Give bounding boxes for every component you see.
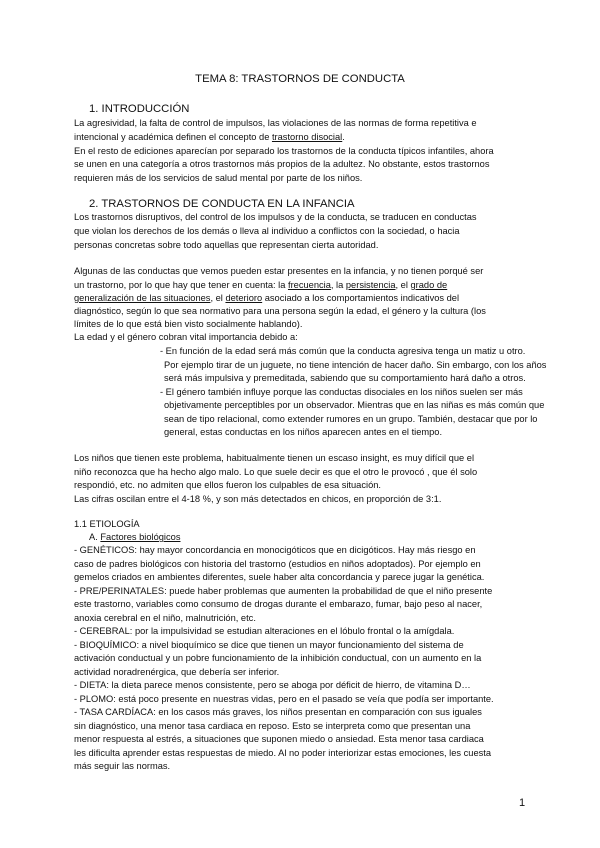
page-number: 1 — [519, 797, 526, 809]
underlined-term: trastorno disocial — [271, 132, 343, 142]
paragraph-line: les dificulta aprender estas respuestas de miedo. Al no poder interiorizar estas emociones, les cuesta — [74, 748, 492, 758]
bullet-line: objetivamente perceptibles por un observador. Mientras que en las niñas es más común que — [164, 400, 545, 410]
paragraph-line: La agresividad, la falta de control de impulsos, las violaciones de las normas de forma repetitiva e — [74, 118, 477, 128]
paragraph-line: menor respuesta al estrés, a situaciones que suponen miedo o ansiedad. Esta menor tasa cardiaca — [74, 734, 484, 744]
paragraph-line: - PRE/PERINATALES: puede haber problemas que aumenten la probabilidad de que el niño presente — [74, 586, 493, 596]
paragraph-line: respondió, etc. no admiten que ellos fueron los culpables de esa situación. — [74, 480, 381, 490]
paragraph-line: gemelos criados en ambientes diferentes, suele haber alta concordancia y parece jugar la genética. — [74, 572, 485, 582]
paragraph-line: requieren más de los servicios de salud mental por parte de los niños. — [74, 173, 363, 183]
subheading-factores-biologicos: A. Factores biológicos — [89, 532, 181, 542]
paragraph-line: que violan los derechos de los demás o lleva al individuo a conflictos con la sociedad, o hacia — [74, 226, 460, 236]
bullet-line: Por ejemplo tirar de un juguete, no tiene intención de hacer daño. Sin embargo, con los años — [164, 360, 547, 370]
bullet-line: - El género también influye porque las conductas disociales en los niños suelen ser más — [160, 387, 523, 397]
paragraph-line: - CEREBRAL: por la impulsividad se estudian alteraciones en el lóbulo frontal o la amígdala. — [74, 626, 455, 636]
paragraph-line: - BIOQUÍMICO: a nivel bioquímico se dice que tienen un mayor funcionamiento del sistema de — [74, 640, 464, 650]
paragraph-line: diagnóstico, según lo que sea normativo para una persona según la edad, el género y la cultura (los — [74, 306, 486, 316]
underlined-term: Factores biológicos — [100, 532, 181, 542]
paragraph-line: anoxia cerebral en el niño, malnutrición, etc. — [74, 613, 256, 623]
underlined-term: generalización de las situaciones — [74, 293, 211, 303]
paragraph-line: se unen en una categoría a otros trastornos más propios de la adultez. No obstante, estos trastornos — [74, 159, 490, 169]
bullet-line: sean de tipo relacional, como extender rumores en un grupo. También, destacar que por lo — [164, 414, 538, 424]
bullet-line: será más impulsiva y premeditada, sabiendo que su comportamiento hará daño a otros. — [164, 373, 526, 383]
paragraph-line: activación conductual y un pobre funcionamiento de la inhibición conductual, con un aumento en la — [74, 653, 482, 663]
paragraph-line: personas concretas sobre todo aquellas que representan cierta autoridad. — [74, 240, 379, 250]
paragraph-line: sin diagnóstico, una menor tasa cardiaca en reposo. Esto se interpreta como que presentan una — [74, 721, 471, 731]
paragraph-line: niño reconozca que ha hecho algo malo. Lo que suele decir es que el otro le provocó , que él solo — [74, 467, 478, 477]
paragraph-line: Los niños que tienen este problema, habitualmente tienen un escaso insight, es muy difícil que el — [74, 453, 475, 463]
paragraph-line: este trastorno, variables como consumo de drogas durante el embarazo, fumar, bajo peso al nacer, — [74, 599, 483, 609]
paragraph-line: - TASA CARDÍACA: en los casos más graves, los niños presentan en comparación con sus iguales — [74, 707, 482, 717]
heading-etiologia: 1.1 ETIOLOGÍA — [74, 519, 140, 529]
paragraph-line: más seguir las normas. — [74, 761, 171, 771]
paragraph-line: Algunas de las conductas que vemos pueden estar presentes en la infancia, y no tienen porqué ser — [74, 266, 484, 276]
paragraph-line: actividad noradrenérgica, que debería ser inferior. — [74, 667, 280, 677]
paragraph-line: Las cifras oscilan entre el 4-18 %, y son más detectados en chicos, en proporción de 3:1. — [74, 494, 442, 504]
paragraph-line: - PLOMO: está poco presente en nuestras vidas, pero en el pasado se veía que podía ser importante. — [74, 694, 494, 704]
paragraph-line: caso de padres biológicos con historia del trastorno (estudios en niños adoptados). Por ejemplo en — [74, 559, 481, 569]
underlined-term: persistencia — [345, 280, 396, 290]
paragraph-line: La edad y el género cobran vital importancia debido a: — [74, 332, 298, 342]
paragraph-line: En el resto de ediciones aparecían por separado los trastornos de la conducta típicos infantiles, ahora — [74, 146, 494, 156]
underlined-term: frecuencia — [287, 280, 331, 290]
paragraph-line: Los trastornos disruptivos, del control de los impulsos y de la conducta, se traducen en conductas — [74, 212, 477, 222]
paragraph-line: - GENÉTICOS: hay mayor concordancia en monocigóticos que en dicigóticos. Hay más riesgo en — [74, 545, 476, 555]
paragraph-line: generalización de las situaciones, el deterioro asociado a los comportamientos indicativos del — [74, 293, 460, 303]
document-title: TEMA 8: TRASTORNOS DE CONDUCTA — [195, 73, 405, 85]
heading-trastornos-infancia: 2. TRASTORNOS DE CONDUCTA EN LA INFANCIA — [89, 198, 355, 210]
underlined-term: grado de — [410, 280, 448, 290]
underlined-term: deterioro — [225, 293, 263, 303]
paragraph-line: intencional y académica definen el concepto de trastorno disocial. — [74, 132, 345, 142]
paragraph-line: límites de lo que está bien visto socialmente hablando). — [74, 319, 303, 329]
paragraph-line: - DIETA: la dieta parece menos consistente, pero se aboga por déficit de hierro, de vitamina D… — [74, 680, 471, 690]
bullet-line: - En función de la edad será más común que la conducta agresiva tenga un matiz u otro. — [160, 346, 526, 356]
bullet-line: general, estas conductas en los niños aparecen antes en el tiempo. — [164, 427, 443, 437]
paragraph-line: un trastorno, por lo que hay que tener en cuenta: la frecuencia, la persistencia, el grado de — [74, 280, 448, 290]
heading-introduccion: 1. INTRODUCCIÓN — [89, 103, 190, 115]
